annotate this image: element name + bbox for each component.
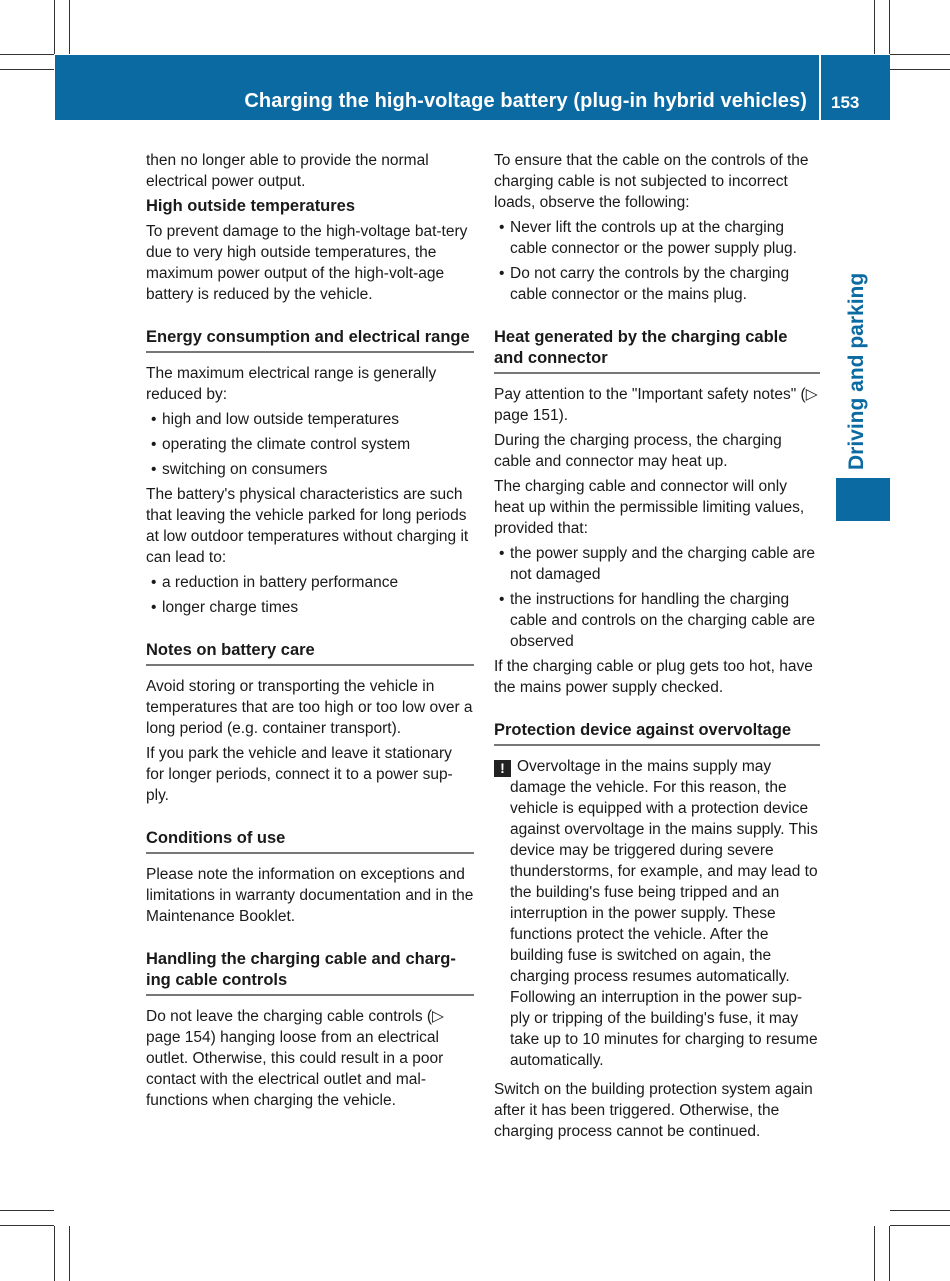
side-tab-label: Driving and parking [845, 272, 868, 470]
crop-mark [0, 54, 54, 55]
list-item: • Do not carry the controls by the charging cable connector or the mains plug. [494, 263, 820, 305]
list-item: • switching on consumers [146, 459, 474, 480]
paragraph: then no longer able to provide the normal electrical power output. [146, 152, 429, 190]
crop-mark [874, 0, 875, 54]
crop-mark [0, 1225, 54, 1226]
crop-mark [0, 1210, 54, 1211]
crop-mark [874, 1226, 875, 1281]
crop-mark [890, 1225, 950, 1226]
paragraph: During the charging process, the charging cable and connector may heat up. [494, 432, 782, 470]
list-item: • the instructions for handling the charging cable and controls on the charging cable are observed [494, 589, 820, 652]
crop-mark [890, 54, 950, 55]
side-tab-marker [836, 478, 890, 521]
warning-text: Overvoltage in the mains supply may damage the vehicle. For this reason, the vehicle is equipped with a protection device against overvoltage in the mains supply. This device may be triggered during severe thunderstorms, for example, and may lead to the building's fuse being tripped and an interruption in the power supply. These functions protect the vehicle. After the building fuse is switched on again, the charging process resumes automatically. Following an interruption in the power sup-ply or tripping of the building's fuse, it may take up to 10 minutes for charging to resume automatically. [510, 758, 818, 1069]
section-heat-generated [494, 327, 820, 698]
crop-mark [0, 69, 54, 70]
crop-mark [69, 0, 70, 54]
crop-mark [889, 0, 890, 54]
section-heading: Handling the charging cable and charg-ing cable controls [146, 949, 474, 996]
crop-mark [889, 1226, 890, 1281]
section-overvoltage-protection [494, 720, 820, 1142]
paragraph: If the charging cable or plug gets too hot, have the mains power supply checked. [494, 658, 813, 696]
bullet-list [494, 543, 820, 652]
page-title: Charging the high-voltage battery (plug-in hybrid vehicles) [244, 90, 807, 112]
list-item: • high and low outside temperatures [146, 409, 474, 430]
list-item: • a reduction in battery performance [146, 572, 474, 593]
section-handling-cable [146, 949, 474, 1111]
subheading-high-outside-temperatures: High outside temperatures [146, 197, 356, 215]
bullet-list [146, 572, 474, 618]
paragraph: To prevent damage to the high-voltage bat-tery due to very high outside temperatures, the maximum power output of the high-volt-age battery is reduced by the vehicle. [146, 223, 468, 303]
paragraph: The charging cable and connector will only heat up within the permissible limiting values, provided that: [494, 478, 805, 537]
section-heading: Heat generated by the charging cable and connector [494, 327, 820, 374]
crop-mark [54, 0, 55, 54]
crop-mark [890, 69, 950, 70]
crop-mark [890, 1210, 950, 1211]
section-energy-consumption [146, 327, 474, 618]
paragraph: Do not leave the charging cable controls (▷ page 154) hanging loose from an electrical outlet. Otherwise, this could result in a poor contact with the electrical outlet and mal-functions when charging the vehicle. [146, 1008, 444, 1109]
section-heading: Conditions of use [146, 828, 474, 854]
paragraph: If you park the vehicle and leave it stationary for longer periods, connect it to a power sup-ply. [146, 745, 453, 804]
bullet-list [146, 409, 474, 480]
list-item: • operating the climate control system [146, 434, 474, 455]
paragraph: To ensure that the cable on the controls of the charging cable is not subjected to incorrect loads, observe the following: [494, 152, 809, 211]
list-item: • Never lift the controls up at the charging cable connector or the power supply plug. [494, 217, 820, 259]
crop-mark [54, 1226, 55, 1281]
left-column [146, 150, 474, 1115]
paragraph: Please note the information on exceptions and limitations in warranty documentation and in the Maintenance Booklet. [146, 866, 474, 925]
section-conditions-of-use [146, 828, 474, 927]
section-heading: Notes on battery care [146, 640, 474, 666]
right-column [494, 150, 820, 1146]
paragraph: The battery's physical characteristics are such that leaving the vehicle parked for long periods at low outdoor temperatures without charging it can lead to: [146, 486, 469, 566]
section-heading: Protection device against overvoltage [494, 720, 820, 746]
section-heading: Energy consumption and electrical range [146, 327, 474, 353]
paragraph: Avoid storing or transporting the vehicle in temperatures that are too high or too low over a long period (e.g. container transport). [146, 678, 473, 737]
header-bar [55, 55, 819, 120]
section-battery-care [146, 640, 474, 806]
page-number-box [821, 55, 890, 120]
paragraph: Pay attention to the "Important safety notes" (▷ page 151). [494, 386, 818, 424]
warning-icon: ! [494, 760, 511, 777]
list-item: • the power supply and the charging cable are not damaged [494, 543, 820, 585]
paragraph: Switch on the building protection system again after it has been triggered. Otherwise, the charging process cannot be continued. [494, 1081, 813, 1140]
crop-mark [69, 1226, 70, 1281]
list-item: • longer charge times [146, 597, 474, 618]
page-number: 153 [831, 93, 860, 112]
bullet-list [494, 217, 820, 305]
paragraph: The maximum electrical range is generally reduced by: [146, 365, 437, 403]
warning-note [494, 756, 820, 1071]
